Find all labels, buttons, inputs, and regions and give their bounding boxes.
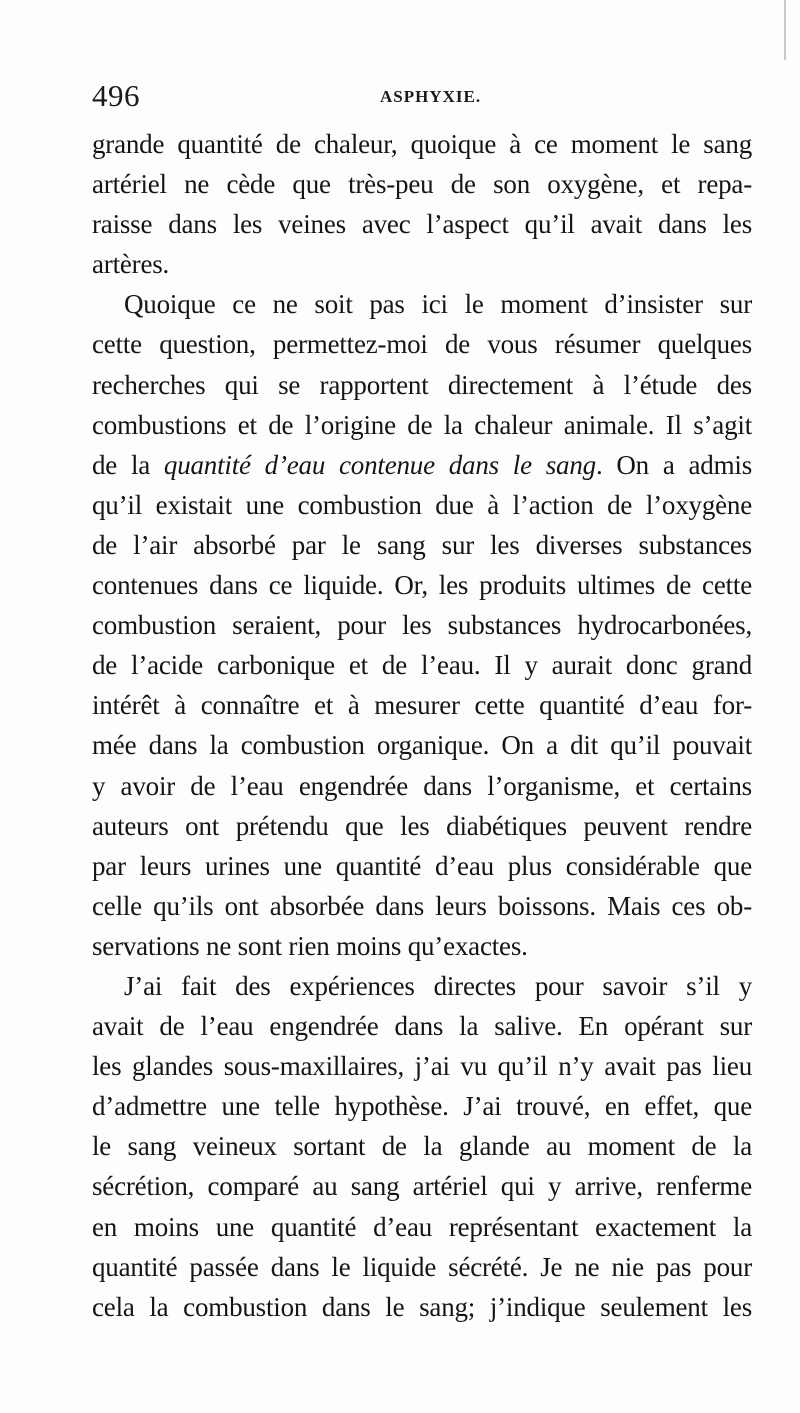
text-line: intérêt à connaître et à mesurer cette quantité d’eau for- (92, 690, 752, 721)
text-line: celle qu’ils ont absorbée dans leurs boissons. Mais ces ob- (92, 890, 752, 921)
text-line: servations ne sont rien moins qu’exactes. (92, 930, 528, 961)
italic-phrase: quantité d’eau contenue dans le sang (163, 449, 596, 480)
paragraph-2 (92, 284, 752, 966)
text-line: y avoir de l’eau engendrée dans l’organisme, et certains (92, 770, 752, 801)
text-line: combustions et de l’origine de la chaleur animale. Il s’agit (92, 409, 752, 440)
text-line: par leurs urines une quantité d’eau plus considérable que (92, 850, 752, 881)
text-line: d’admettre une telle hypothèse. J’ai trouvé, en effet, que (92, 1091, 752, 1122)
text-line: Quoique ce ne soit pas ici le moment d’insister sur (124, 289, 752, 320)
text-run: . On a admis (595, 449, 752, 480)
text-line: le sang veineux sortant de la glande au moment de la (92, 1131, 752, 1162)
text-line: combustion seraient, pour les substances hydrocarbonées, (92, 610, 752, 641)
text-line: sécrétion, comparé au sang artériel qui y arrive, renferme (92, 1171, 752, 1202)
text-line: grande quantité de chaleur, quoique à ce moment le sang (92, 129, 752, 159)
page-edge-shadow (784, 0, 786, 60)
text-line: artères. (92, 249, 170, 280)
text-line: en moins une quantité d’eau représentant exactement la (92, 1211, 752, 1242)
text-line: raisse dans les veines avec l’aspect qu’il avait dans les (92, 209, 752, 240)
paragraph-1 (92, 124, 752, 284)
text-line: cette question, permettez-moi de vous résumer quelques (92, 329, 752, 360)
page-number: 496 (92, 78, 140, 113)
text-line-with-italic (92, 445, 752, 485)
text-line: mée dans la combustion organique. On a dit qu’il pouvait (92, 730, 752, 761)
text-line: qu’il existait une combustion due à l’action de l’oxygène (92, 489, 752, 520)
text-line: avait de l’eau engendrée dans la salive. En opérant sur (92, 1011, 752, 1042)
paragraph-3 (92, 966, 752, 1327)
text-line: cela la combustion dans le sang; j’indique seulement les (92, 1291, 752, 1322)
text-run: de la (92, 449, 164, 480)
body-text (92, 124, 752, 1327)
running-head: ASPHYXIE. (380, 87, 482, 106)
text-line: artériel ne cède que très-peu de son oxygène, et repa- (92, 169, 752, 200)
text-line: les glandes sous-maxillaires, j’ai vu qu’il n’y avait pas lieu (92, 1051, 752, 1082)
page-header (92, 78, 752, 112)
text-line: de l’air absorbé par le sang sur les diverses substances (92, 529, 752, 560)
text-line: J’ai fait des expériences directes pour savoir s’il y (124, 970, 752, 1001)
text-line: contenues dans ce liquide. Or, les produits ultimes de cette (92, 570, 752, 601)
text-line: quantité passée dans le liquide sécrété. Je ne nie pas pour (92, 1251, 752, 1282)
text-line: de l’acide carbonique et de l’eau. Il y aurait donc grand (92, 650, 752, 681)
text-line: recherches qui se rapportent directement à l’étude des (92, 369, 752, 400)
text-line: auteurs ont prétendu que les diabétiques peuvent rendre (92, 810, 752, 841)
